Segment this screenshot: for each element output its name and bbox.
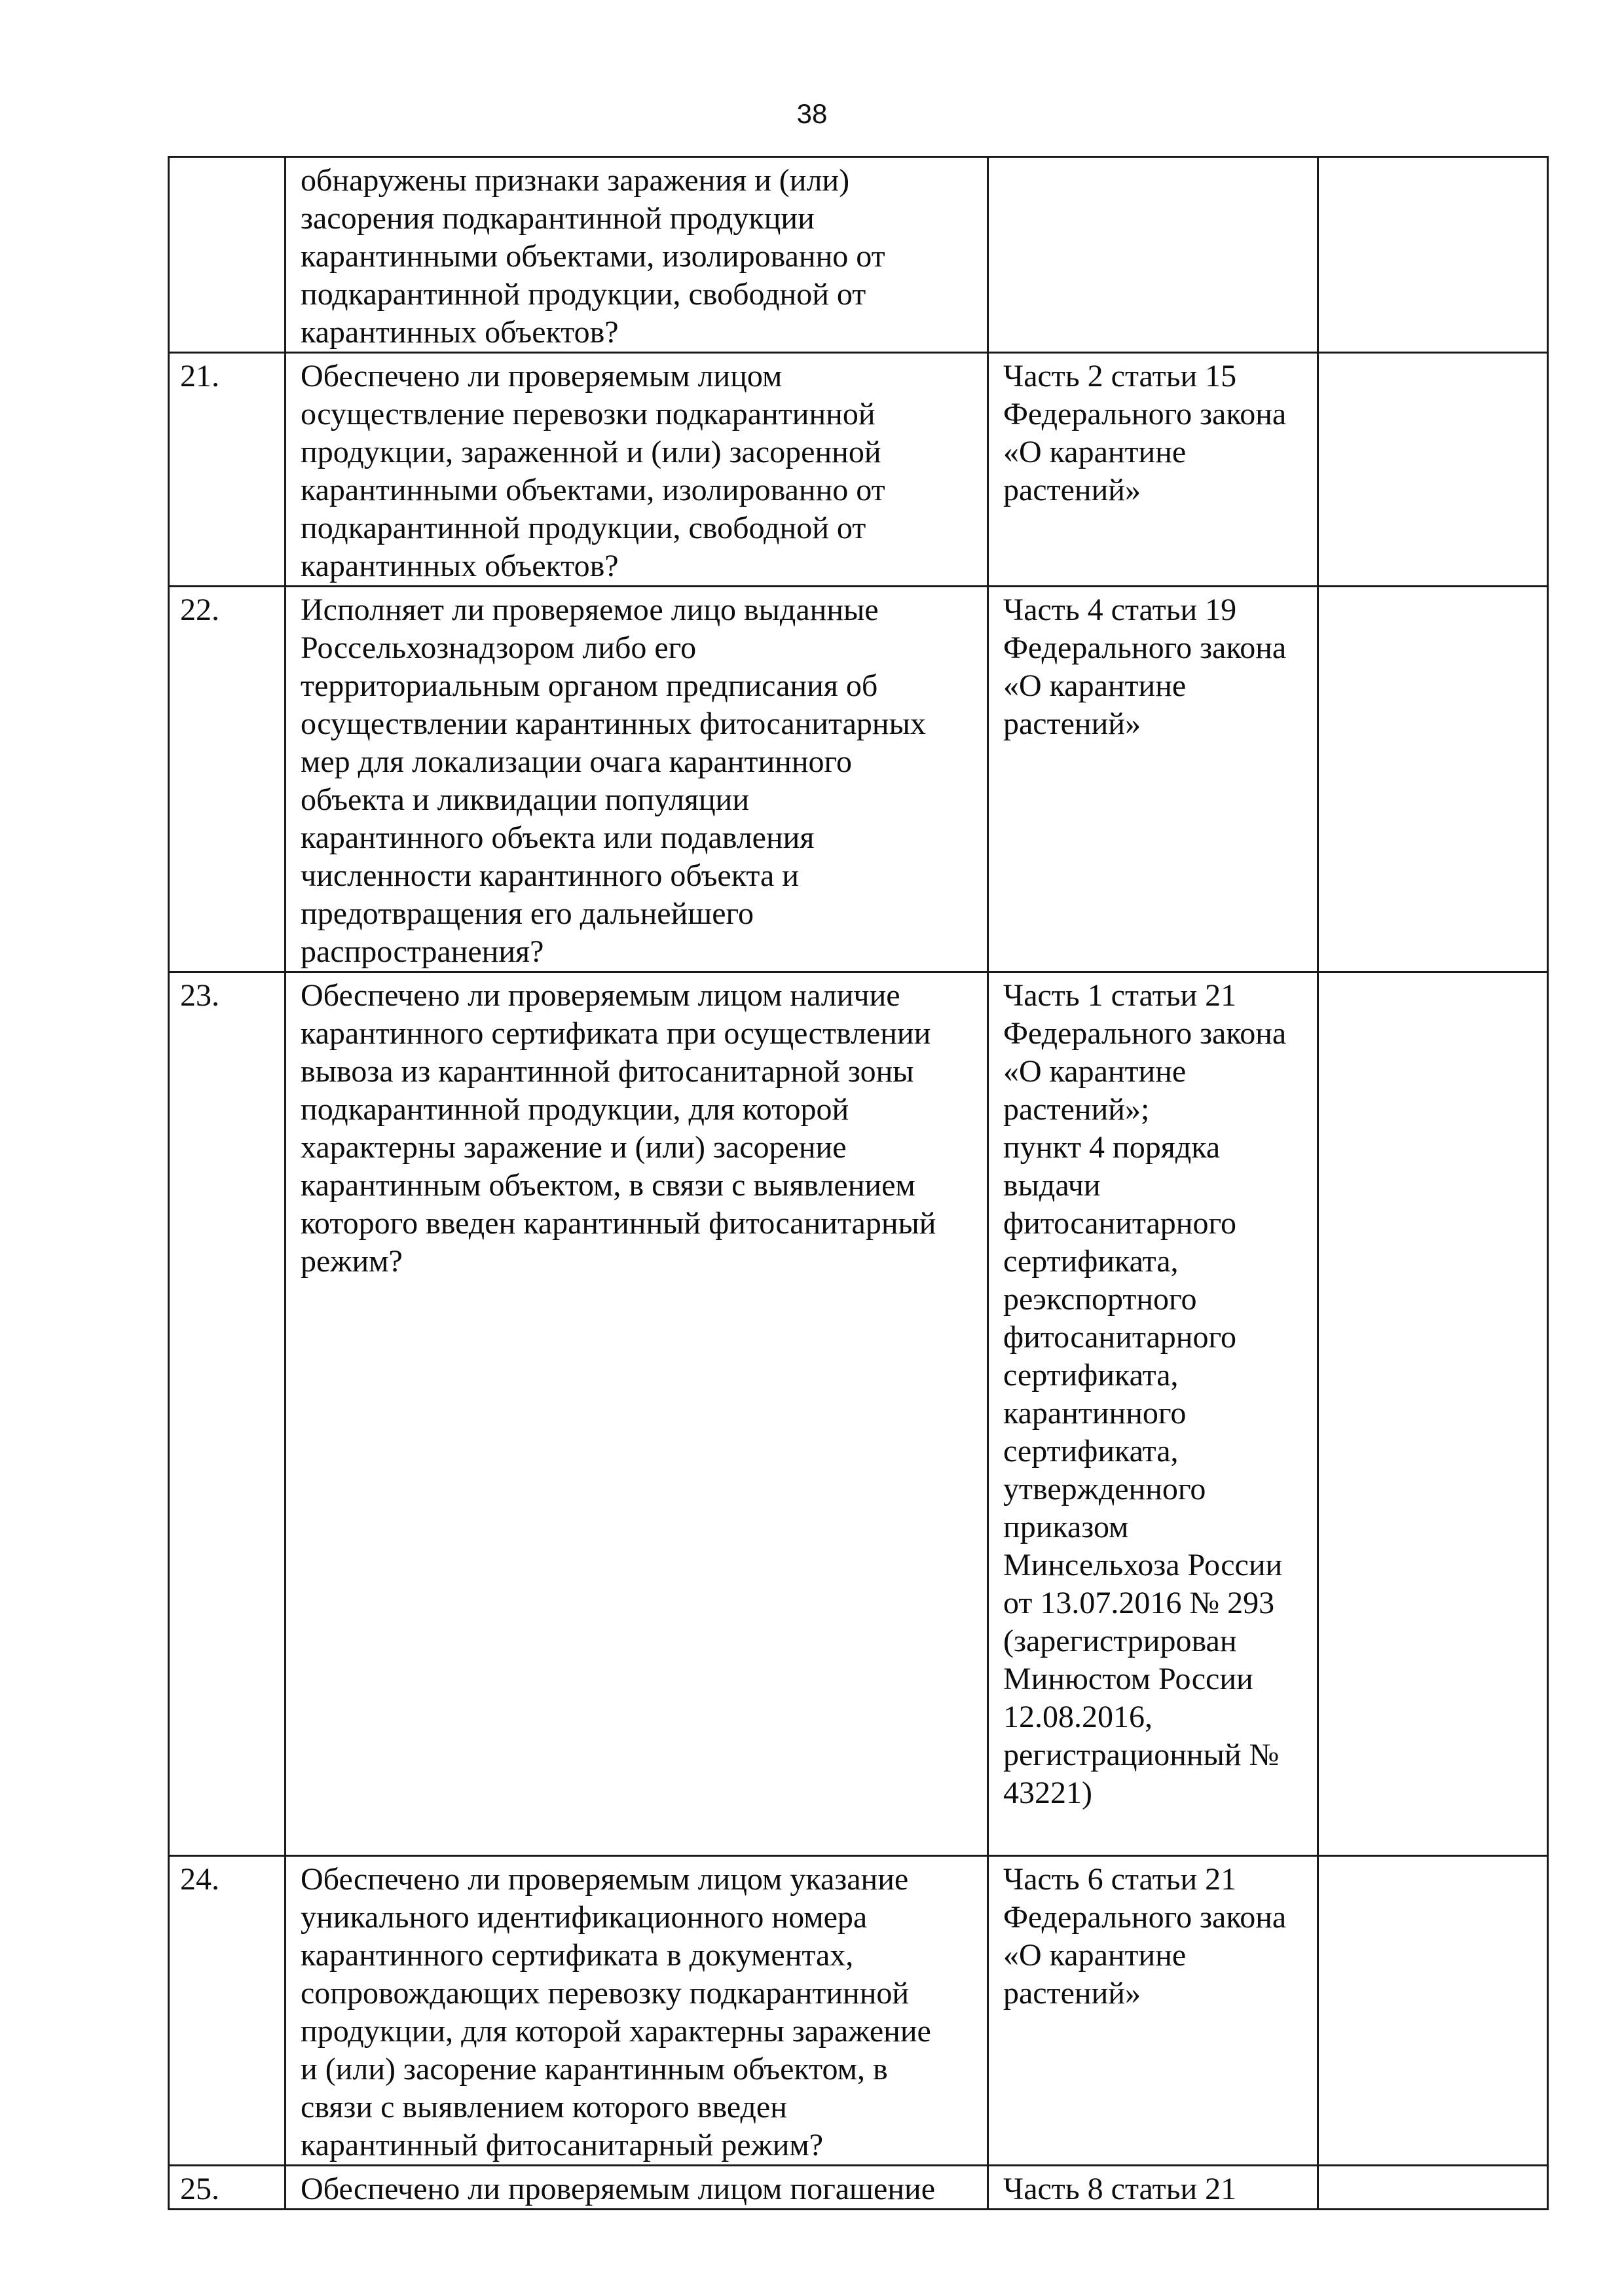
row-question: Обеспечено ли проверяемым лицом наличие карантинного сертификата при осуществлении вывоза из карантинной фитосанитарной зоны подкарантинной продукции, для которой характерны заражение и (или) засорение карантинным объектом, в связи с выявлением которого введен карантинный фитосанитарный режим? (286, 972, 988, 1856)
row-reference: Часть 2 статьи 15 Федерального закона «О карантине растений» (988, 353, 1318, 587)
row-number: 25. (169, 2166, 286, 2210)
row-number (169, 157, 286, 353)
row-question: Обеспечено ли проверяемым лицом осуществление перевозки подкарантинной продукции, зараженной и (или) засоренной карантинными объектами, изолированно от подкарантинной продукции, свободной от карантинных объектов? (286, 353, 988, 587)
row-reference (988, 157, 1318, 353)
table-row (169, 587, 1548, 972)
page-number: 38 (796, 98, 828, 129)
row-question: Исполняет ли проверяемое лицо выданные Россельхознадзором либо его территориальным органом предписания об осуществлении карантинных фитосанитарных мер для локализации очага карантинного объекта и ликвидации популяции карантинного объекта или подавления численности карантинного объекта и предотвращения его дальнейшего распространения? (286, 587, 988, 972)
table-row (169, 972, 1548, 1856)
table-row (169, 1856, 1548, 2166)
row-reference: Часть 6 статьи 21 Федерального закона «О карантине растений» (988, 1856, 1318, 2166)
row-empty-cell (1318, 2166, 1548, 2210)
row-reference: Часть 1 статьи 21 Федерального закона «О карантине растений»; пункт 4 порядка выдачи фитосанитарного сертификата, реэкспортного фитосанитарного сертификата, карантинного сертификата, утвержденного приказом Минсельхоза России от 13.07.2016 № 293 (зарегистрирован Минюстом России 12.08.2016, регистрационный № 43221) (988, 972, 1318, 1856)
row-empty-cell (1318, 353, 1548, 587)
row-empty-cell (1318, 1856, 1548, 2166)
row-reference: Часть 8 статьи 21 (988, 2166, 1318, 2210)
row-empty-cell (1318, 972, 1548, 1856)
row-empty-cell (1318, 587, 1548, 972)
row-number: 23. (169, 972, 286, 1856)
table-row (169, 157, 1548, 353)
row-number: 24. (169, 1856, 286, 2166)
row-question: Обеспечено ли проверяемым лицом указание уникального идентификационного номера карантинного сертификата в документах, сопровождающих перевозку подкарантинной продукции, для которой характерны заражение и (или) засорение карантинным объектом, в связи с выявлением которого введен карантинный фитосанитарный режим? (286, 1856, 988, 2166)
row-reference: Часть 4 статьи 19 Федерального закона «О карантине растений» (988, 587, 1318, 972)
row-number: 21. (169, 353, 286, 587)
requirements-table (168, 156, 1549, 2210)
table-row (169, 353, 1548, 587)
row-number: 22. (169, 587, 286, 972)
row-question: Обеспечено ли проверяемым лицом погашение (286, 2166, 988, 2210)
row-question: обнаружены признаки заражения и (или) засорения подкарантинной продукции карантинными объектами, изолированно от подкарантинной продукции, свободной от карантинных объектов? (286, 157, 988, 353)
table-row (169, 2166, 1548, 2210)
row-empty-cell (1318, 157, 1548, 353)
